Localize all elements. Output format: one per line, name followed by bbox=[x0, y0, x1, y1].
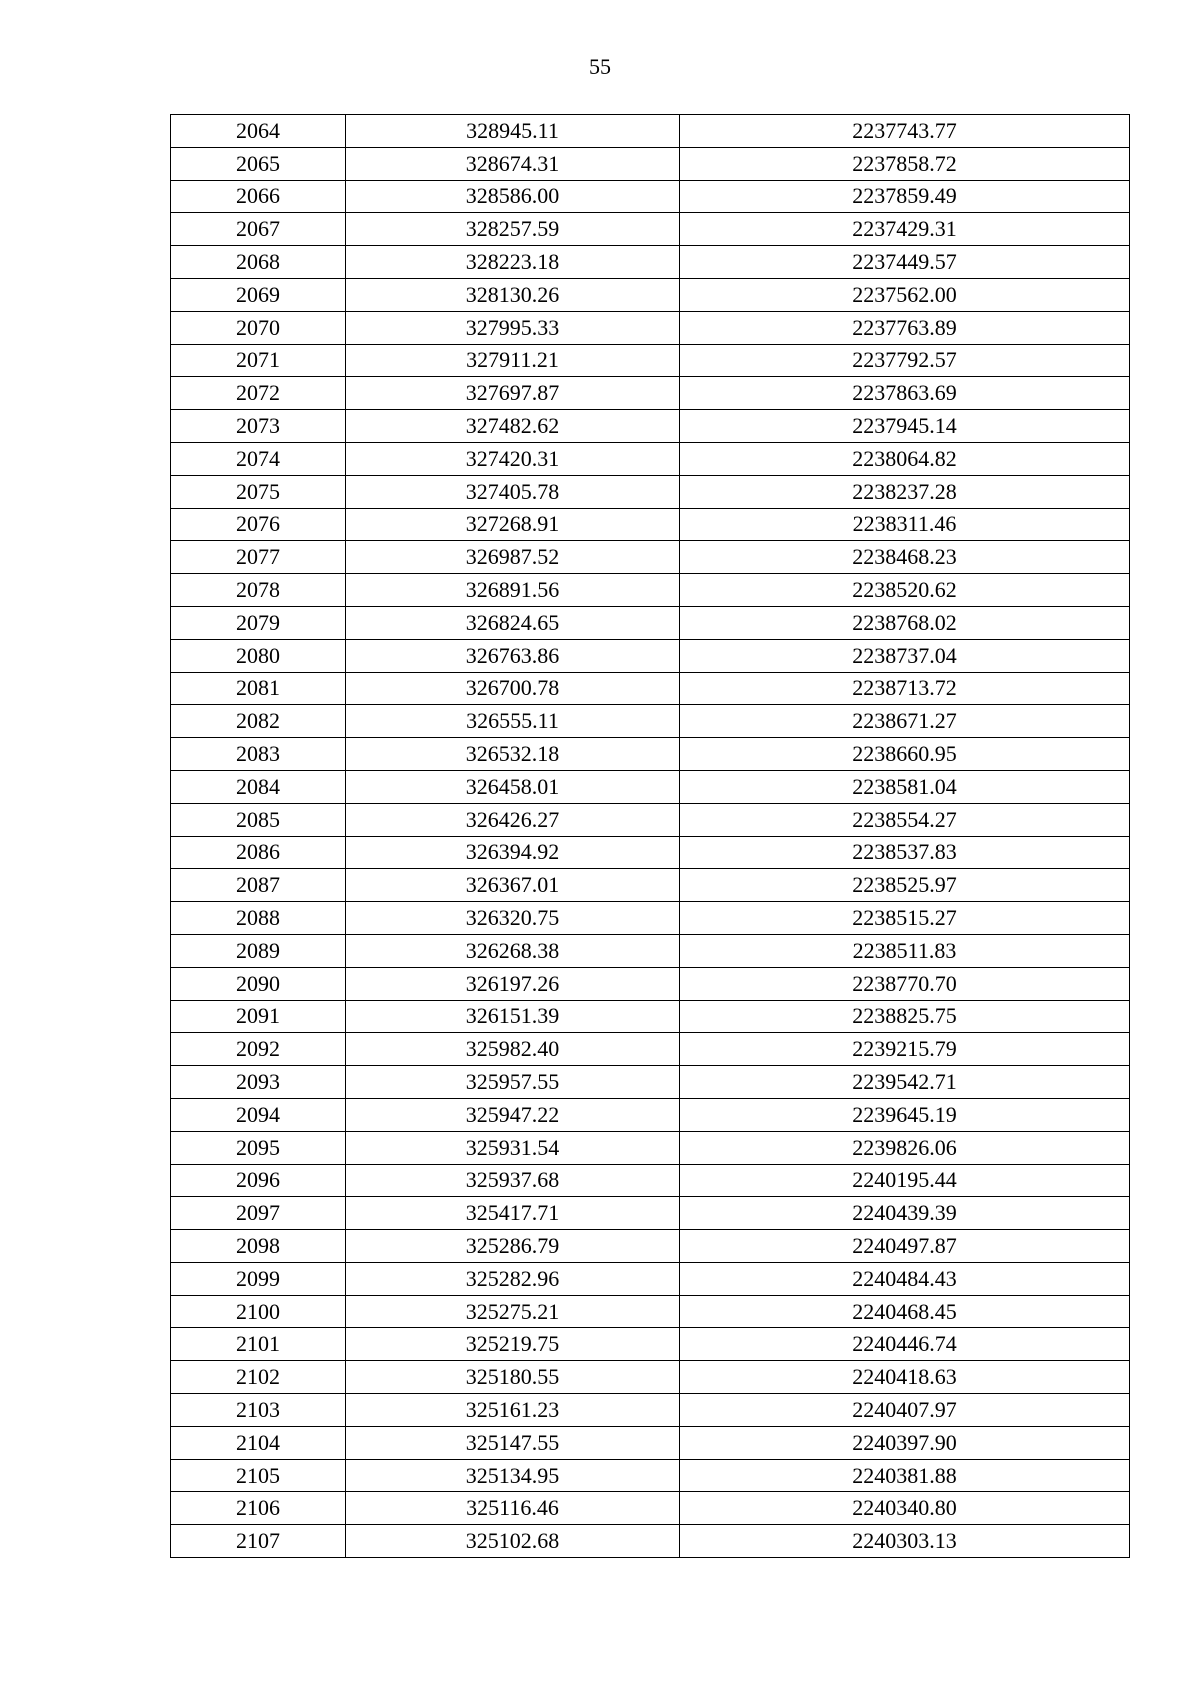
point-number-cell: 2106 bbox=[171, 1492, 346, 1525]
y-coordinate-cell: 2240418.63 bbox=[680, 1361, 1130, 1394]
point-number-cell: 2081 bbox=[171, 672, 346, 705]
y-coordinate-cell: 2240484.43 bbox=[680, 1262, 1130, 1295]
table-row bbox=[171, 246, 1130, 279]
table-row bbox=[171, 475, 1130, 508]
x-coordinate-cell: 328257.59 bbox=[346, 213, 680, 246]
x-coordinate-cell: 326197.26 bbox=[346, 967, 680, 1000]
table-row bbox=[171, 705, 1130, 738]
y-coordinate-cell: 2238660.95 bbox=[680, 738, 1130, 771]
table-row bbox=[171, 639, 1130, 672]
table-row bbox=[171, 934, 1130, 967]
x-coordinate-cell: 325982.40 bbox=[346, 1033, 680, 1066]
point-number-cell: 2072 bbox=[171, 377, 346, 410]
table-row bbox=[171, 1525, 1130, 1558]
y-coordinate-cell: 2240446.74 bbox=[680, 1328, 1130, 1361]
point-number-cell: 2076 bbox=[171, 508, 346, 541]
table-row bbox=[171, 508, 1130, 541]
x-coordinate-cell: 326891.56 bbox=[346, 574, 680, 607]
point-number-cell: 2083 bbox=[171, 738, 346, 771]
x-coordinate-cell: 327405.78 bbox=[346, 475, 680, 508]
x-coordinate-cell: 328674.31 bbox=[346, 147, 680, 180]
point-number-cell: 2065 bbox=[171, 147, 346, 180]
table-row bbox=[171, 869, 1130, 902]
y-coordinate-cell: 2239645.19 bbox=[680, 1098, 1130, 1131]
x-coordinate-cell: 325147.55 bbox=[346, 1426, 680, 1459]
x-coordinate-cell: 326532.18 bbox=[346, 738, 680, 771]
point-number-cell: 2079 bbox=[171, 606, 346, 639]
point-number-cell: 2091 bbox=[171, 1000, 346, 1033]
point-number-cell: 2095 bbox=[171, 1131, 346, 1164]
table-row bbox=[171, 902, 1130, 935]
y-coordinate-cell: 2238581.04 bbox=[680, 770, 1130, 803]
x-coordinate-cell: 326151.39 bbox=[346, 1000, 680, 1033]
table-row bbox=[171, 574, 1130, 607]
x-coordinate-cell: 325102.68 bbox=[346, 1525, 680, 1558]
y-coordinate-cell: 2238237.28 bbox=[680, 475, 1130, 508]
point-number-cell: 2070 bbox=[171, 311, 346, 344]
y-coordinate-cell: 2238468.23 bbox=[680, 541, 1130, 574]
y-coordinate-cell: 2240340.80 bbox=[680, 1492, 1130, 1525]
table-row bbox=[171, 1230, 1130, 1263]
table-row bbox=[171, 541, 1130, 574]
y-coordinate-cell: 2237858.72 bbox=[680, 147, 1130, 180]
y-coordinate-cell: 2238671.27 bbox=[680, 705, 1130, 738]
table-row bbox=[171, 1328, 1130, 1361]
x-coordinate-cell: 326824.65 bbox=[346, 606, 680, 639]
point-number-cell: 2090 bbox=[171, 967, 346, 1000]
x-coordinate-cell: 326458.01 bbox=[346, 770, 680, 803]
y-coordinate-cell: 2238537.83 bbox=[680, 836, 1130, 869]
y-coordinate-cell: 2238768.02 bbox=[680, 606, 1130, 639]
point-number-cell: 2066 bbox=[171, 180, 346, 213]
y-coordinate-cell: 2239215.79 bbox=[680, 1033, 1130, 1066]
table-row bbox=[171, 1426, 1130, 1459]
point-number-cell: 2086 bbox=[171, 836, 346, 869]
point-number-cell: 2078 bbox=[171, 574, 346, 607]
x-coordinate-cell: 327995.33 bbox=[346, 311, 680, 344]
point-number-cell: 2098 bbox=[171, 1230, 346, 1263]
y-coordinate-cell: 2238520.62 bbox=[680, 574, 1130, 607]
x-coordinate-cell: 328945.11 bbox=[346, 115, 680, 148]
y-coordinate-cell: 2237792.57 bbox=[680, 344, 1130, 377]
x-coordinate-cell: 327911.21 bbox=[346, 344, 680, 377]
point-number-cell: 2088 bbox=[171, 902, 346, 935]
x-coordinate-cell: 328130.26 bbox=[346, 278, 680, 311]
table-row bbox=[171, 1131, 1130, 1164]
table-row bbox=[171, 1000, 1130, 1033]
point-number-cell: 2097 bbox=[171, 1197, 346, 1230]
table-row bbox=[171, 213, 1130, 246]
x-coordinate-cell: 326763.86 bbox=[346, 639, 680, 672]
y-coordinate-cell: 2237945.14 bbox=[680, 410, 1130, 443]
x-coordinate-cell: 325275.21 bbox=[346, 1295, 680, 1328]
table-row bbox=[171, 770, 1130, 803]
y-coordinate-cell: 2240381.88 bbox=[680, 1459, 1130, 1492]
x-coordinate-cell: 325931.54 bbox=[346, 1131, 680, 1164]
coordinates-table-body bbox=[171, 115, 1130, 1558]
table-row bbox=[171, 672, 1130, 705]
table-row bbox=[171, 344, 1130, 377]
x-coordinate-cell: 326555.11 bbox=[346, 705, 680, 738]
x-coordinate-cell: 328586.00 bbox=[346, 180, 680, 213]
y-coordinate-cell: 2238525.97 bbox=[680, 869, 1130, 902]
table-row bbox=[171, 115, 1130, 148]
x-coordinate-cell: 326394.92 bbox=[346, 836, 680, 869]
x-coordinate-cell: 328223.18 bbox=[346, 246, 680, 279]
y-coordinate-cell: 2239826.06 bbox=[680, 1131, 1130, 1164]
table-row bbox=[171, 442, 1130, 475]
point-number-cell: 2080 bbox=[171, 639, 346, 672]
point-number-cell: 2075 bbox=[171, 475, 346, 508]
y-coordinate-cell: 2238311.46 bbox=[680, 508, 1130, 541]
y-coordinate-cell: 2238825.75 bbox=[680, 1000, 1130, 1033]
table-row bbox=[171, 1033, 1130, 1066]
x-coordinate-cell: 325219.75 bbox=[346, 1328, 680, 1361]
y-coordinate-cell: 2240439.39 bbox=[680, 1197, 1130, 1230]
x-coordinate-cell: 325282.96 bbox=[346, 1262, 680, 1295]
point-number-cell: 2067 bbox=[171, 213, 346, 246]
table-row bbox=[171, 1459, 1130, 1492]
y-coordinate-cell: 2238737.04 bbox=[680, 639, 1130, 672]
x-coordinate-cell: 326268.38 bbox=[346, 934, 680, 967]
y-coordinate-cell: 2237449.57 bbox=[680, 246, 1130, 279]
table-row bbox=[171, 311, 1130, 344]
table-row bbox=[171, 1361, 1130, 1394]
y-coordinate-cell: 2238770.70 bbox=[680, 967, 1130, 1000]
y-coordinate-cell: 2238511.83 bbox=[680, 934, 1130, 967]
table-row bbox=[171, 1164, 1130, 1197]
y-coordinate-cell: 2240407.97 bbox=[680, 1394, 1130, 1427]
table-row bbox=[171, 1262, 1130, 1295]
page-number: 55 bbox=[589, 54, 611, 79]
table-row bbox=[171, 1492, 1130, 1525]
y-coordinate-cell: 2238515.27 bbox=[680, 902, 1130, 935]
point-number-cell: 2087 bbox=[171, 869, 346, 902]
table-row bbox=[171, 1394, 1130, 1427]
point-number-cell: 2084 bbox=[171, 770, 346, 803]
x-coordinate-cell: 325417.71 bbox=[346, 1197, 680, 1230]
y-coordinate-cell: 2240497.87 bbox=[680, 1230, 1130, 1263]
point-number-cell: 2077 bbox=[171, 541, 346, 574]
y-coordinate-cell: 2239542.71 bbox=[680, 1066, 1130, 1099]
y-coordinate-cell: 2237743.77 bbox=[680, 115, 1130, 148]
point-number-cell: 2093 bbox=[171, 1066, 346, 1099]
x-coordinate-cell: 326320.75 bbox=[346, 902, 680, 935]
x-coordinate-cell: 325957.55 bbox=[346, 1066, 680, 1099]
y-coordinate-cell: 2237763.89 bbox=[680, 311, 1130, 344]
point-number-cell: 2107 bbox=[171, 1525, 346, 1558]
table-row bbox=[171, 377, 1130, 410]
point-number-cell: 2069 bbox=[171, 278, 346, 311]
x-coordinate-cell: 326367.01 bbox=[346, 869, 680, 902]
point-number-cell: 2105 bbox=[171, 1459, 346, 1492]
point-number-cell: 2073 bbox=[171, 410, 346, 443]
point-number-cell: 2099 bbox=[171, 1262, 346, 1295]
table-row bbox=[171, 410, 1130, 443]
x-coordinate-cell: 325947.22 bbox=[346, 1098, 680, 1131]
table-row bbox=[171, 803, 1130, 836]
point-number-cell: 2103 bbox=[171, 1394, 346, 1427]
y-coordinate-cell: 2238713.72 bbox=[680, 672, 1130, 705]
point-number-cell: 2092 bbox=[171, 1033, 346, 1066]
x-coordinate-cell: 326426.27 bbox=[346, 803, 680, 836]
y-coordinate-cell: 2237863.69 bbox=[680, 377, 1130, 410]
x-coordinate-cell: 327482.62 bbox=[346, 410, 680, 443]
table-row bbox=[171, 1066, 1130, 1099]
y-coordinate-cell: 2238064.82 bbox=[680, 442, 1130, 475]
point-number-cell: 2082 bbox=[171, 705, 346, 738]
point-number-cell: 2071 bbox=[171, 344, 346, 377]
table-row bbox=[171, 147, 1130, 180]
point-number-cell: 2094 bbox=[171, 1098, 346, 1131]
y-coordinate-cell: 2237429.31 bbox=[680, 213, 1130, 246]
y-coordinate-cell: 2237562.00 bbox=[680, 278, 1130, 311]
point-number-cell: 2104 bbox=[171, 1426, 346, 1459]
y-coordinate-cell: 2240195.44 bbox=[680, 1164, 1130, 1197]
table-row bbox=[171, 1098, 1130, 1131]
x-coordinate-cell: 325116.46 bbox=[346, 1492, 680, 1525]
point-number-cell: 2096 bbox=[171, 1164, 346, 1197]
x-coordinate-cell: 325286.79 bbox=[346, 1230, 680, 1263]
x-coordinate-cell: 326987.52 bbox=[346, 541, 680, 574]
table-row bbox=[171, 180, 1130, 213]
point-number-cell: 2100 bbox=[171, 1295, 346, 1328]
point-number-cell: 2064 bbox=[171, 115, 346, 148]
x-coordinate-cell: 327268.91 bbox=[346, 508, 680, 541]
table-row bbox=[171, 967, 1130, 1000]
point-number-cell: 2074 bbox=[171, 442, 346, 475]
y-coordinate-cell: 2237859.49 bbox=[680, 180, 1130, 213]
x-coordinate-cell: 325134.95 bbox=[346, 1459, 680, 1492]
point-number-cell: 2089 bbox=[171, 934, 346, 967]
table-row bbox=[171, 836, 1130, 869]
table-row bbox=[171, 1295, 1130, 1328]
point-number-cell: 2068 bbox=[171, 246, 346, 279]
point-number-cell: 2102 bbox=[171, 1361, 346, 1394]
point-number-cell: 2101 bbox=[171, 1328, 346, 1361]
x-coordinate-cell: 326700.78 bbox=[346, 672, 680, 705]
point-number-cell: 2085 bbox=[171, 803, 346, 836]
y-coordinate-cell: 2240303.13 bbox=[680, 1525, 1130, 1558]
table-row bbox=[171, 1197, 1130, 1230]
y-coordinate-cell: 2240397.90 bbox=[680, 1426, 1130, 1459]
table-row bbox=[171, 606, 1130, 639]
coordinates-table bbox=[170, 114, 1130, 1558]
y-coordinate-cell: 2238554.27 bbox=[680, 803, 1130, 836]
x-coordinate-cell: 325180.55 bbox=[346, 1361, 680, 1394]
table-row bbox=[171, 278, 1130, 311]
y-coordinate-cell: 2240468.45 bbox=[680, 1295, 1130, 1328]
x-coordinate-cell: 327697.87 bbox=[346, 377, 680, 410]
table-row bbox=[171, 738, 1130, 771]
x-coordinate-cell: 325937.68 bbox=[346, 1164, 680, 1197]
x-coordinate-cell: 325161.23 bbox=[346, 1394, 680, 1427]
x-coordinate-cell: 327420.31 bbox=[346, 442, 680, 475]
